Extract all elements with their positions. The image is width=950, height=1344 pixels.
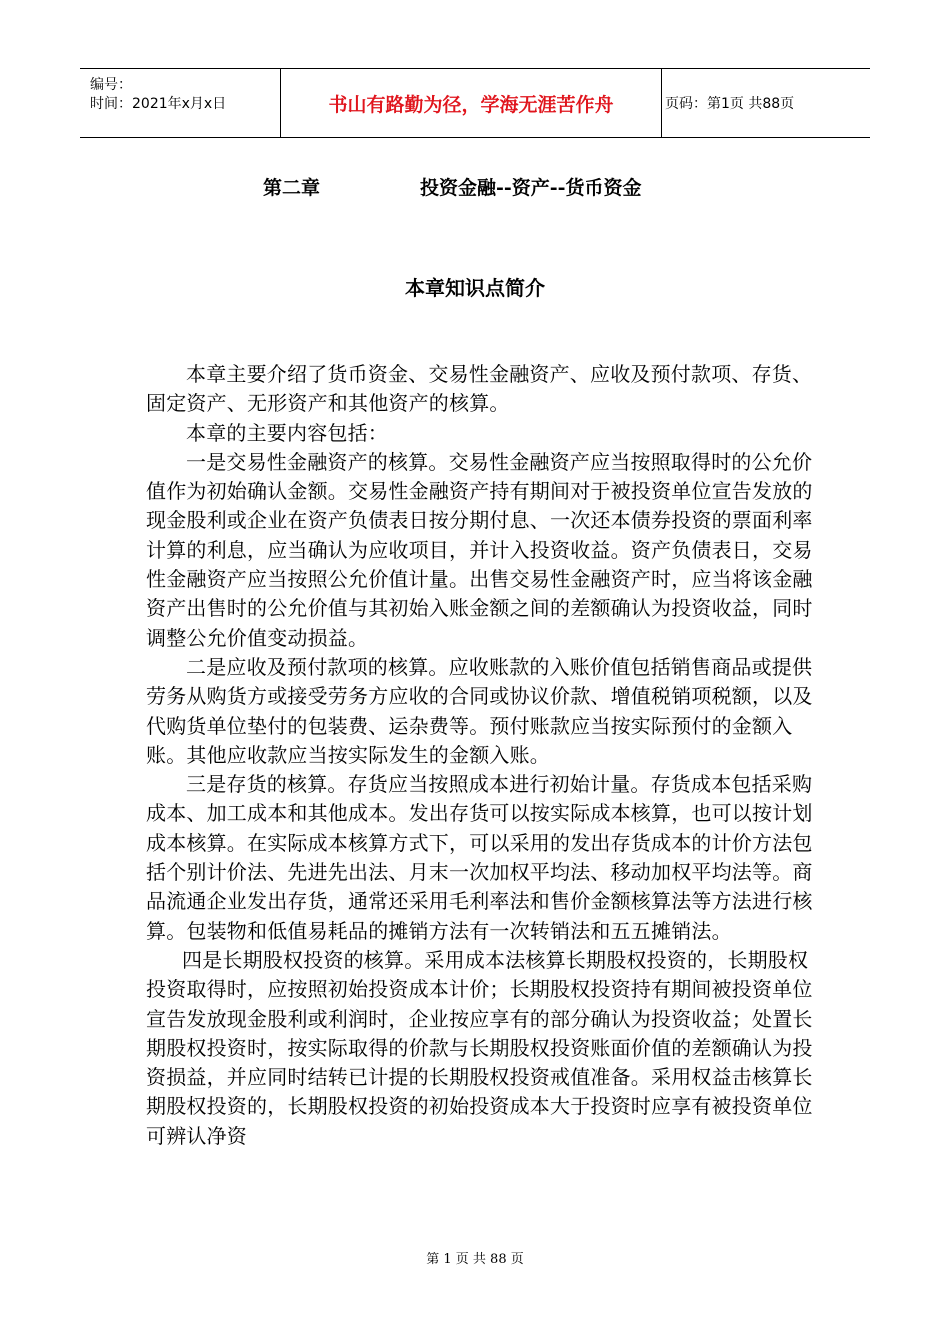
page-header	[80, 68, 870, 138]
paragraph-intro: 本章主要介绍了货币资金、交易性金融资产、应收及预付款项、存货、固定资产、无形资产和其他资产的核算。	[146, 362, 813, 416]
header-motto: 书山有路勤为径，学海无涯苦作舟	[280, 69, 662, 137]
paragraph-inventory: 三是存货的核算。存货应当按照成本进行初始计量。存货成本包括采购成本、加工成本和其他成本。发出存货可以按实际成本核算，也可以按计划成本核算。在实际成本核算方式下，可以采用的发出存货成本的计价方法包括个别计价法、先进先出法、月末一次加权平均法、移动加权平均法等。商品流通企业发出存货，通常还采用毛利率法和售价金额核算法等方法进行核算。包装物和低值易耗品的摊销方法有一次转销法和五五摊销法。	[146, 772, 813, 943]
chapter-number: 第二章	[263, 177, 321, 199]
paragraph-long-term-equity: 四是长期股权投资的核算。采用成本法核算长期股权投资的，长期股权投资取得时，应按照初始投资成本计价；长期股权投资持有期间被投资单位宣告发放现金股利或利润时，企业按应享有的部分确认为投资收益；处置长期股权投资时，按实际取得的价款与长期股权投资账面价值的差额确认为投资损益，并应同时结转已计提的长期股权投资戒值准备。采用权益击核算长期股权投资的，长期股权投资的初始投资成本大于投资时应享有被投资单位可辨认净资	[146, 947, 813, 1148]
section-title: 本章知识点简介	[405, 276, 545, 300]
body-text	[146, 360, 826, 1151]
header-page-info: 页码：第1页 共88页	[665, 96, 795, 112]
paragraph-receivables: 二是应收及预付款项的核算。应收账款的入账价值包括销售商品或提供劳务从购货方或接受劳务方应收的合同或协议价款、增值税销项税额，以及代购货单位垫付的包装费、运杂费等。预付账款应当按实际预付的金额入账。其他应收款应当按实际发生的金额入账。	[146, 654, 813, 767]
document-number-label: 编号：	[90, 77, 132, 93]
paragraph-contents-lead: 本章的主要内容包括：	[186, 420, 388, 445]
chapter-title: 投资金融--资产--货币资金	[420, 177, 642, 199]
page-footer: 第 1 页 共 88 页	[426, 1252, 524, 1267]
document-time-label: 时间：2021年x月x日	[90, 96, 227, 112]
header-meta	[80, 69, 280, 137]
paragraph-trading-financial-assets: 一是交易性金融资产的核算。交易性金融资产应当按照取得时的公允价值作为初始确认金额。交易性金融资产持有期间对于被投资单位宣告发放的现金股利或企业在资产负债表日按分期付息、一次还本债券投资的票面利率计算的利息，应当确认为应收项目，并计入投资收益。资产负债表日，交易性金融资产应当按照公允价值计量。出售交易性金融资产时，应当将该金融资产出售时的公允价值与其初始入账金额之间的差额确认为投资收益，同时调整公允价值变动损益。	[146, 449, 813, 650]
